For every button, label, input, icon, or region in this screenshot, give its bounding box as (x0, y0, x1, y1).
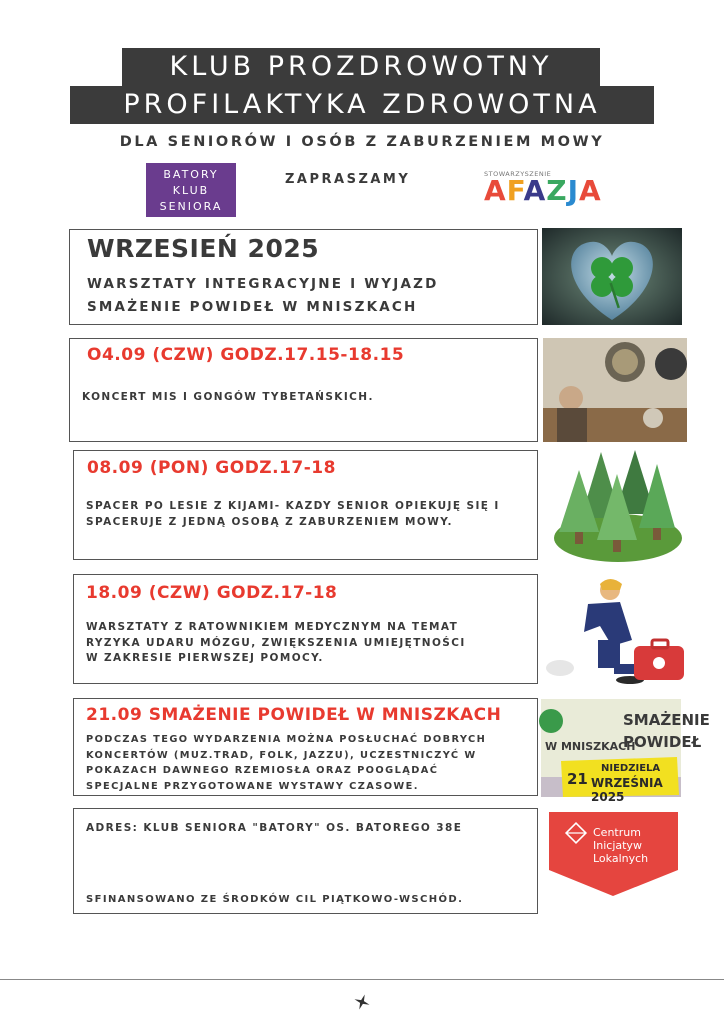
gong-photo (543, 338, 687, 442)
cil-logo (549, 812, 678, 896)
event-heading-4: 21.09 SMAŻENIE POWIDEŁ W MNISZKACH (86, 705, 502, 725)
address-text: ADRES: KLUB SENIORA "BATORY" OS. BATOREGO 38E (86, 822, 463, 834)
poster-day: 21 (567, 770, 588, 788)
batory-logo (146, 163, 236, 217)
subtitle: DLA SENIORÓW I OSÓB Z ZABURZENIEM MOWY (119, 134, 605, 150)
event-heading-1: O4.09 (CZW) GODZ.17.15-18.15 (87, 345, 405, 365)
intro-description: WARSZTATY INTEGRACYJNE I WYJAZD SMAŻENIE POWIDEŁ W MNISZKACH (87, 276, 439, 315)
cil-logo-line: Centrum (593, 826, 641, 839)
afazja-logo-small: STOWARZYSZENIE (484, 170, 552, 178)
poster-title-2: POWIDEŁ (623, 733, 702, 751)
event-body-2: SPACER PO LESIE Z KIJAMI- KAZDY SENIOR OPIEKUJĘ SIĘ I SPACERUJE Z JEDNĄ OSOBĄ Z ZABURZENIEM MOWY. (86, 500, 500, 528)
poster-month-year: WRZEŚNIA 2025 (591, 776, 663, 804)
funding-text: SFINANSOWANO ZE ŚRODKÓW CIL PIĄTKOWO-WSCHÓD. (86, 894, 464, 905)
title-line-1: KLUB PROZDROWOTNY (122, 48, 600, 86)
poster-place: W MNISZKACH (545, 740, 636, 753)
month-heading: WRZESIEŃ 2025 (87, 234, 320, 263)
cil-logo-line: Lokalnych (593, 852, 649, 865)
batory-logo-line: BATORY (163, 168, 219, 181)
forest-illustration (551, 448, 685, 564)
batory-logo-line: KLUB (172, 184, 210, 197)
title-line-2: PROFILAKTYKA ZDROWOTNA (70, 86, 654, 124)
sparkle-icon (354, 994, 370, 1010)
afazja-logo: AFAZJA (484, 174, 602, 207)
invite-text: ZAPRASZAMY (285, 172, 411, 187)
event-heading-2: 08.09 (PON) GODZ.17-18 (87, 458, 336, 478)
clover-heart-image (542, 228, 682, 325)
event-body-4: PODCZAS TEGO WYDARZENIA MOŻNA POSŁUCHAĆ DOBRYCH KONCERTÓW (MUZ.TRAD, FOLK, JAZZU), UCZESTNICZYĆ W POKAZACH DAWNEGO RZEMIOSŁA ORAZ POOGLĄDAĆ SPECJALNE PRZYGOTOWANE WYSTAWY CZASOWE. (86, 734, 487, 792)
poster-title-1: SMAŻENIE (623, 711, 710, 729)
paramedic-illustration (540, 576, 690, 686)
cil-logo-line: Inicjatyw (593, 839, 642, 852)
event-body-1: KONCERT MIS I GONGÓW TYBETAŃSKICH. (82, 391, 374, 403)
batory-logo-line: SENIORA (159, 200, 223, 213)
footer-divider (0, 979, 724, 980)
event-heading-3: 18.09 (CZW) GODZ.17-18 (86, 583, 338, 603)
event-body-3: WARSZTATY Z RATOWNIKIEM MEDYCZNYM NA TEMAT RYZYKA UDARU MÓZGU, ZWIĘKSZENIA UMIEJĘTNOŚCI W ZAKRESIE PIERWSZEJ POMOCY. (86, 621, 466, 664)
event-poster (541, 699, 710, 804)
poster-weekday: NIEDZIELA (601, 763, 661, 774)
